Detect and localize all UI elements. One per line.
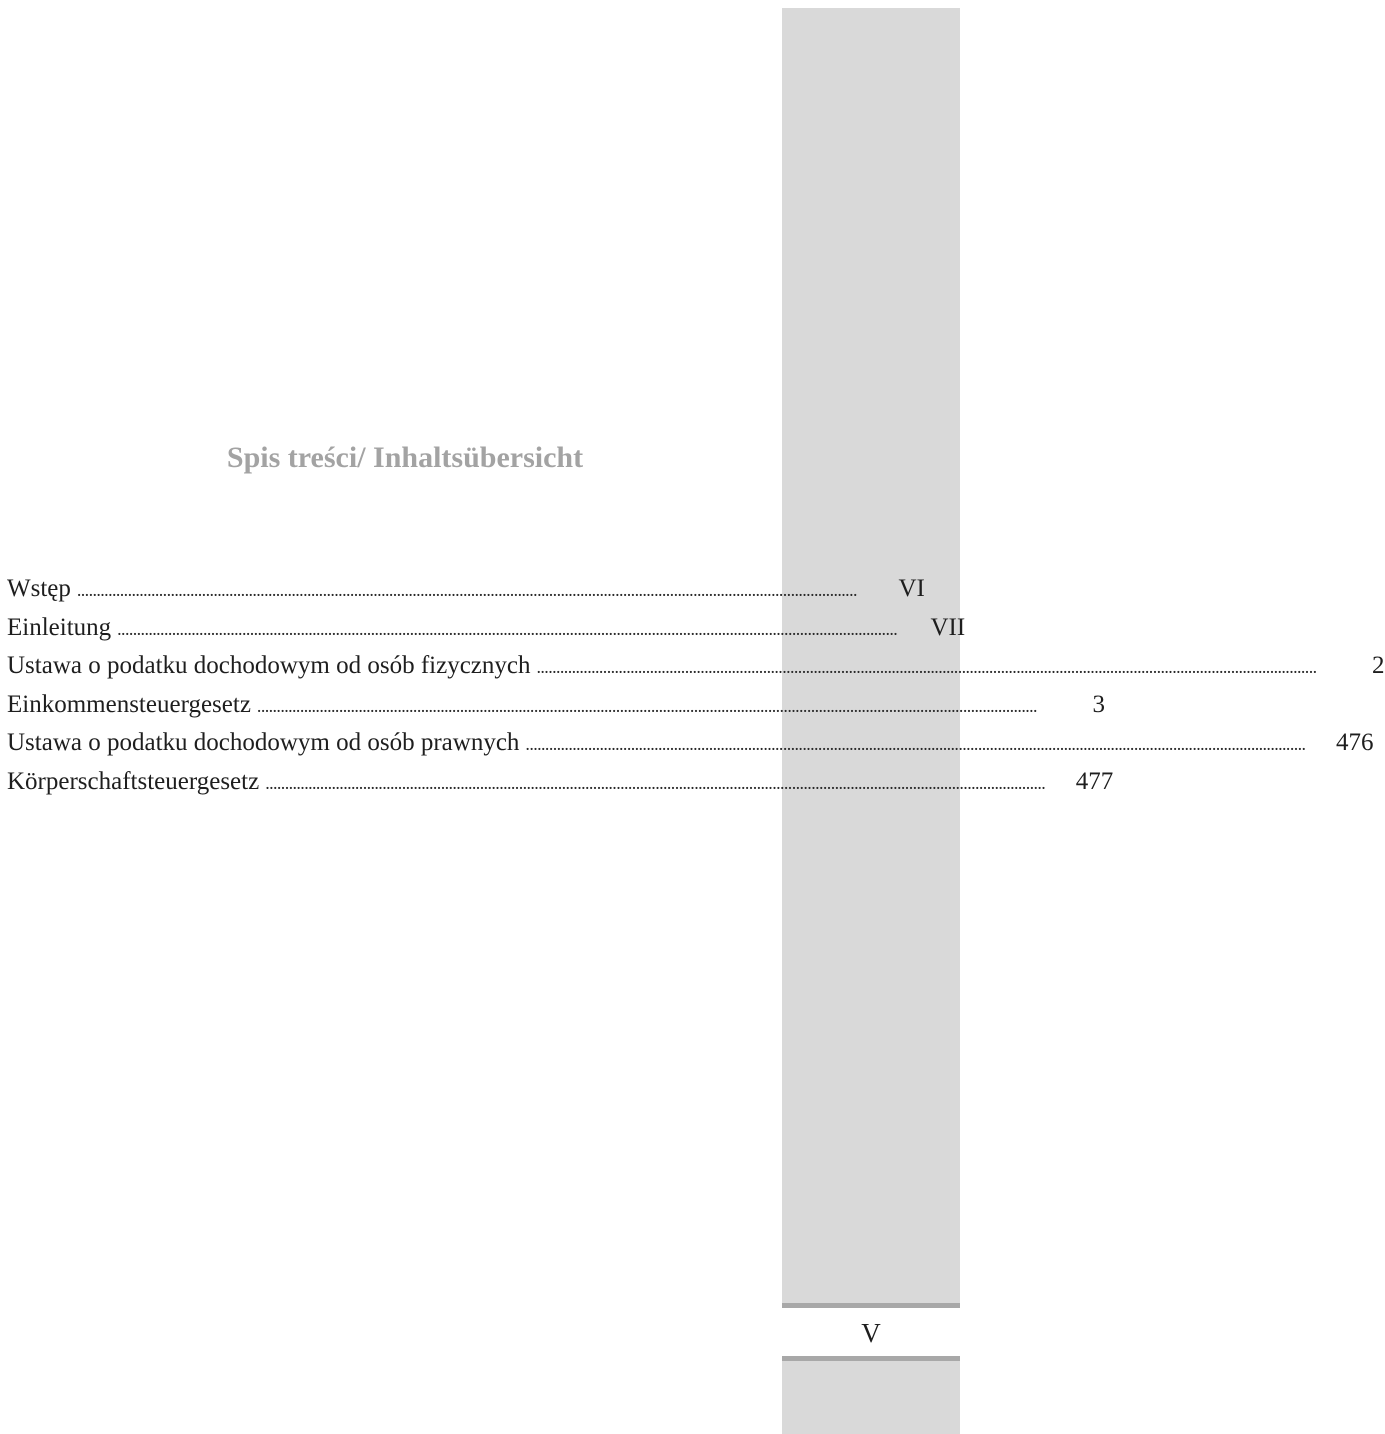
toc-entry (7, 686, 1105, 725)
toc-entry (7, 647, 1385, 686)
toc-leader-dots: ........................................................................................................................................................................................................ (256, 695, 1037, 716)
toc-entry-page: VII (930, 613, 966, 641)
page-number-box (782, 1303, 960, 1361)
toc-entry-page: 3 (1092, 690, 1105, 718)
toc-entry-page: 2 (1372, 652, 1385, 680)
toc-entry (7, 724, 1374, 763)
table-of-contents (7, 570, 1385, 802)
toc-entry (7, 570, 925, 609)
toc-leader-dots: ........................................................................................................................................................................................................ (525, 734, 1306, 755)
toc-title: Spis treści/ Inhaltsübersicht (226, 441, 584, 474)
toc-leader-dots: ........................................................................................................................................................................................................ (76, 580, 857, 600)
toc-entry-label: Körperschaftsteuergesetz (7, 767, 260, 795)
toc-entry-label: Einleitung (7, 613, 112, 641)
toc-entry-label: Wstęp (7, 575, 71, 602)
toc-entry (7, 763, 1114, 802)
toc-leader-dots: ........................................................................................................................................................................................................ (265, 772, 1046, 793)
toc-entry-label: Ustawa o podatku dochodowym od osób prawnych (7, 729, 520, 757)
toc-leader-dots: ........................................................................................................................................................................................................ (536, 657, 1317, 678)
page-number: V (861, 1317, 881, 1348)
toc-leader-dots: ........................................................................................................................................................................................................ (117, 618, 898, 639)
toc-entry (7, 609, 966, 648)
toc-entry-page: VI (898, 575, 925, 602)
toc-entry-page: 476 (1335, 729, 1374, 757)
toc-entry-page: 477 (1075, 767, 1114, 795)
toc-entry-label: Ustawa o podatku dochodowym od osób fizycznych (7, 652, 531, 680)
toc-entry-label: Einkommensteuergesetz (7, 690, 251, 718)
